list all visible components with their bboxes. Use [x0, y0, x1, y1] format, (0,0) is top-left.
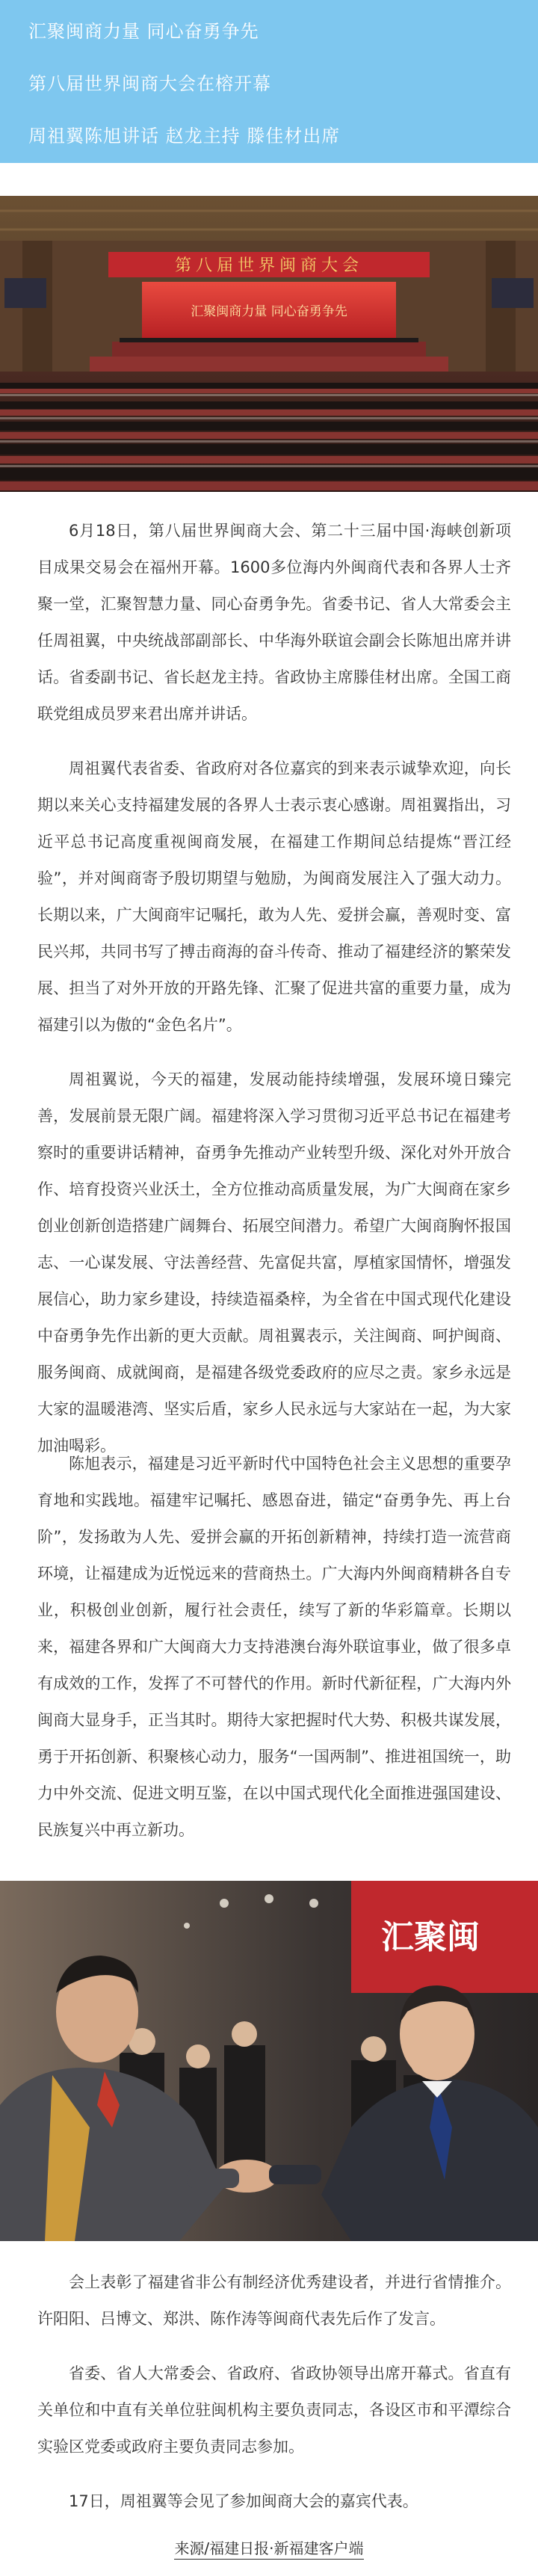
title-header	[0, 0, 538, 163]
paragraph-5: 会上表彰了福建省非公有制经济优秀建设者，并进行省情推介。许阳阳、吕博文、郑洪、陈作涛等闽商代表先后作了发言。	[37, 2273, 511, 2328]
paragraph-4: 陈旭表示，福建是习近平新时代中国特色社会主义思想的重要孕育地和实践地。福建牢记嘱托、感恩奋进，锚定“奋勇争先、再上台阶”，发扬敢为人先、爱拼会赢的开拓创新精神，持续打造一流营商环境，让福建成为近悦远来的营商热土。广大海内外闽商精耕各自专业，积极创业创新，履行社会责任，续写了新的华彩篇章。长期以来，福建各界和广大闽商大力支持港澳台海外联谊事业，做了很多卓有成效的工作，发挥了不可替代的作用。新时代新征程，广大海内外闽商大显身手，正当其时。期待大家把握时代大势、积极共谋发展，勇于开拓创新、积聚核心动力，服务“一国两制”、推进祖国统一，助力中外交流、促进文明互鉴，在以中国式现代化全面推进强国建设、民族复兴中再立新功。	[37, 1455, 511, 1839]
headline-1: 汇聚闽商力量 同心奋勇争先	[28, 21, 259, 42]
conference-hall-photo	[0, 196, 538, 492]
paragraph-7: 17日，周祖翼等会见了参加闽商大会的嘉宾代表。	[69, 2492, 418, 2510]
paragraph-3: 周祖翼说，今天的福建，发展动能持续增强，发展环境日臻完善，发展前景无限广阔。福建将深入学习贯彻习近平总书记在福建考察时的重要讲话精神，奋勇争先推动产业转型升级、深化对外开放合作、培育投资兴业沃土，全方位推动高质量发展，为广大闽商在家乡创业创新创造搭建广阔舞台、拓展空间潜力。希望广大闽商胸怀报国志、一心谋发展、守法善经营、先富促共富，厚植家国情怀，增强发展信心，助力家乡建设，持续造福桑梓，为全省在中国式现代化建设中奋勇争先作出新的更大贡献。周祖翼表示，关注闽商、呵护闽商、服务闽商、成就闽商，是福建各级党委政府的应尽之责。家乡永远是大家的温暖港湾、坚实后盾，家乡人民永远与大家站在一起，为大家加油喝彩。	[37, 1070, 511, 1455]
headline-3: 周祖翼陈旭讲话 赵龙主持 滕佳材出席	[28, 126, 341, 147]
paragraph-6: 省委、省人大常委会、省政府、省政协领导出席开幕式。省直有关单位和中直有关单位驻闽机构主要负责同志，各设区市和平潭综合实验区党委或政府主要负责同志参加。	[37, 2364, 511, 2456]
source-footer	[0, 2536, 538, 2558]
handshake-photo	[0, 1881, 538, 2241]
headline-2: 第八届世界闽商大会在榕开幕	[28, 73, 271, 94]
conference-hall-illustration	[0, 196, 538, 492]
paragraph-1: 6月18日，第八届世界闽商大会、第二十三届中国·海峡创新项目成果交易会在福州开幕。1600多位海内外闽商代表和各界人士齐聚一堂，汇聚智慧力量、同心奋勇争先。省委书记、省人大常委会主任周祖翼，中央统战部副部长、中华海外联谊会副会长陈旭出席并讲话。省委副书记、省长赵龙主持。省政协主席滕佳材出席。全国工商联党组成员罗来君出席并讲话。	[37, 522, 511, 723]
background-screen-text: 汇聚闽	[381, 1918, 480, 1956]
handshake-illustration	[0, 1881, 538, 2241]
stage-banner-text: 第八届世界闽商大会	[174, 256, 364, 275]
article-body-top	[37, 513, 511, 1849]
article-body-bottom	[37, 2264, 511, 2520]
stage-screen-text: 汇聚闽商力量 同心奋勇争先	[191, 304, 347, 319]
paragraph-2: 周祖翼代表省委、省政府对各位嘉宾的到来表示诚挚欢迎，向长期以来关心支持福建发展的各界人士表示衷心感谢。周祖翼指出，习近平总书记高度重视闽商发展，在福建工作期间总结提炼“晋江经验”，并对闽商寄予殷切期望与勉励，为闽商发展注入了强大动力。长期以来，广大闽商牢记嘱托，敢为人先、爱拼会赢，善观时变、富民兴邦，共同书写了搏击商海的奋斗传奇、推动了福建经济的繁荣发展、担当了对外开放的开路先锋、汇聚了促进共富的重要力量，成为福建引以为傲的“金色名片”。	[37, 759, 511, 1034]
source-link[interactable]: 来源/福建日报·新福建客户端	[174, 2539, 363, 2560]
